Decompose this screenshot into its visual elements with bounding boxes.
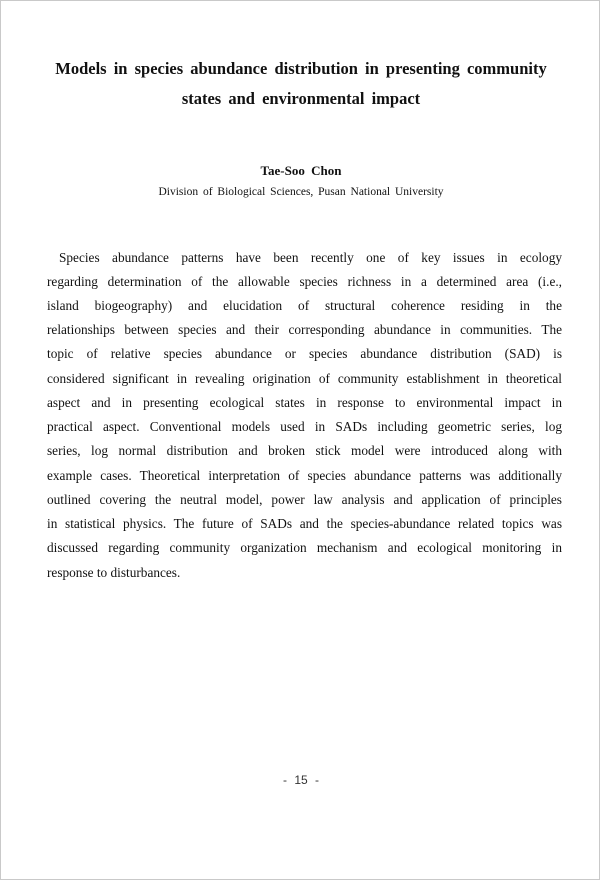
author-affiliation: Division of Biological Sciences, Pusan National University <box>158 186 444 198</box>
abstract-line: outlined covering the neutral model, power law analysis and application of principles <box>47 492 562 507</box>
abstract-line: response to disturbances. <box>47 565 181 580</box>
abstract-line: series, log normal distribution and broken stick model were introduced along with <box>47 443 562 458</box>
abstract-line: considered significant in revealing origination of community establishment in theoretical <box>47 371 562 386</box>
page-number: - 15 - <box>282 773 319 787</box>
paper-title-line-1: Models in species abundance distribution in presenting community <box>55 59 547 78</box>
abstract-line: Species abundance patterns have been recently one of key issues in ecology <box>59 250 562 265</box>
abstract-line: discussed regarding community organization mechanism and ecological monitoring in <box>47 540 562 555</box>
abstract-line: aspect and in presenting ecological states in response to environmental impact in <box>47 395 562 410</box>
paper-title-line-2: states and environmental impact <box>181 89 421 108</box>
abstract-line: regarding determination of the allowable species richness in a determined area (i.e., <box>47 274 562 289</box>
abstract-line: practical aspect. Conventional models used in SADs including geometric series, log <box>47 419 562 434</box>
abstract-line: island biogeography) and elucidation of structural coherence residing in the <box>47 298 562 313</box>
abstract-line: example cases. Theoretical interpretation of species abundance patterns was additionally <box>47 468 562 483</box>
abstract-line: topic of relative species abundance or species abundance distribution (SAD) is <box>47 346 562 361</box>
abstract-line: relationships between species and their corresponding abundance in communities. The <box>47 322 562 337</box>
author-name: Tae-Soo Chon <box>260 163 342 178</box>
abstract-line: in statistical physics. The future of SADs and the species-abundance related topics was <box>47 516 562 531</box>
